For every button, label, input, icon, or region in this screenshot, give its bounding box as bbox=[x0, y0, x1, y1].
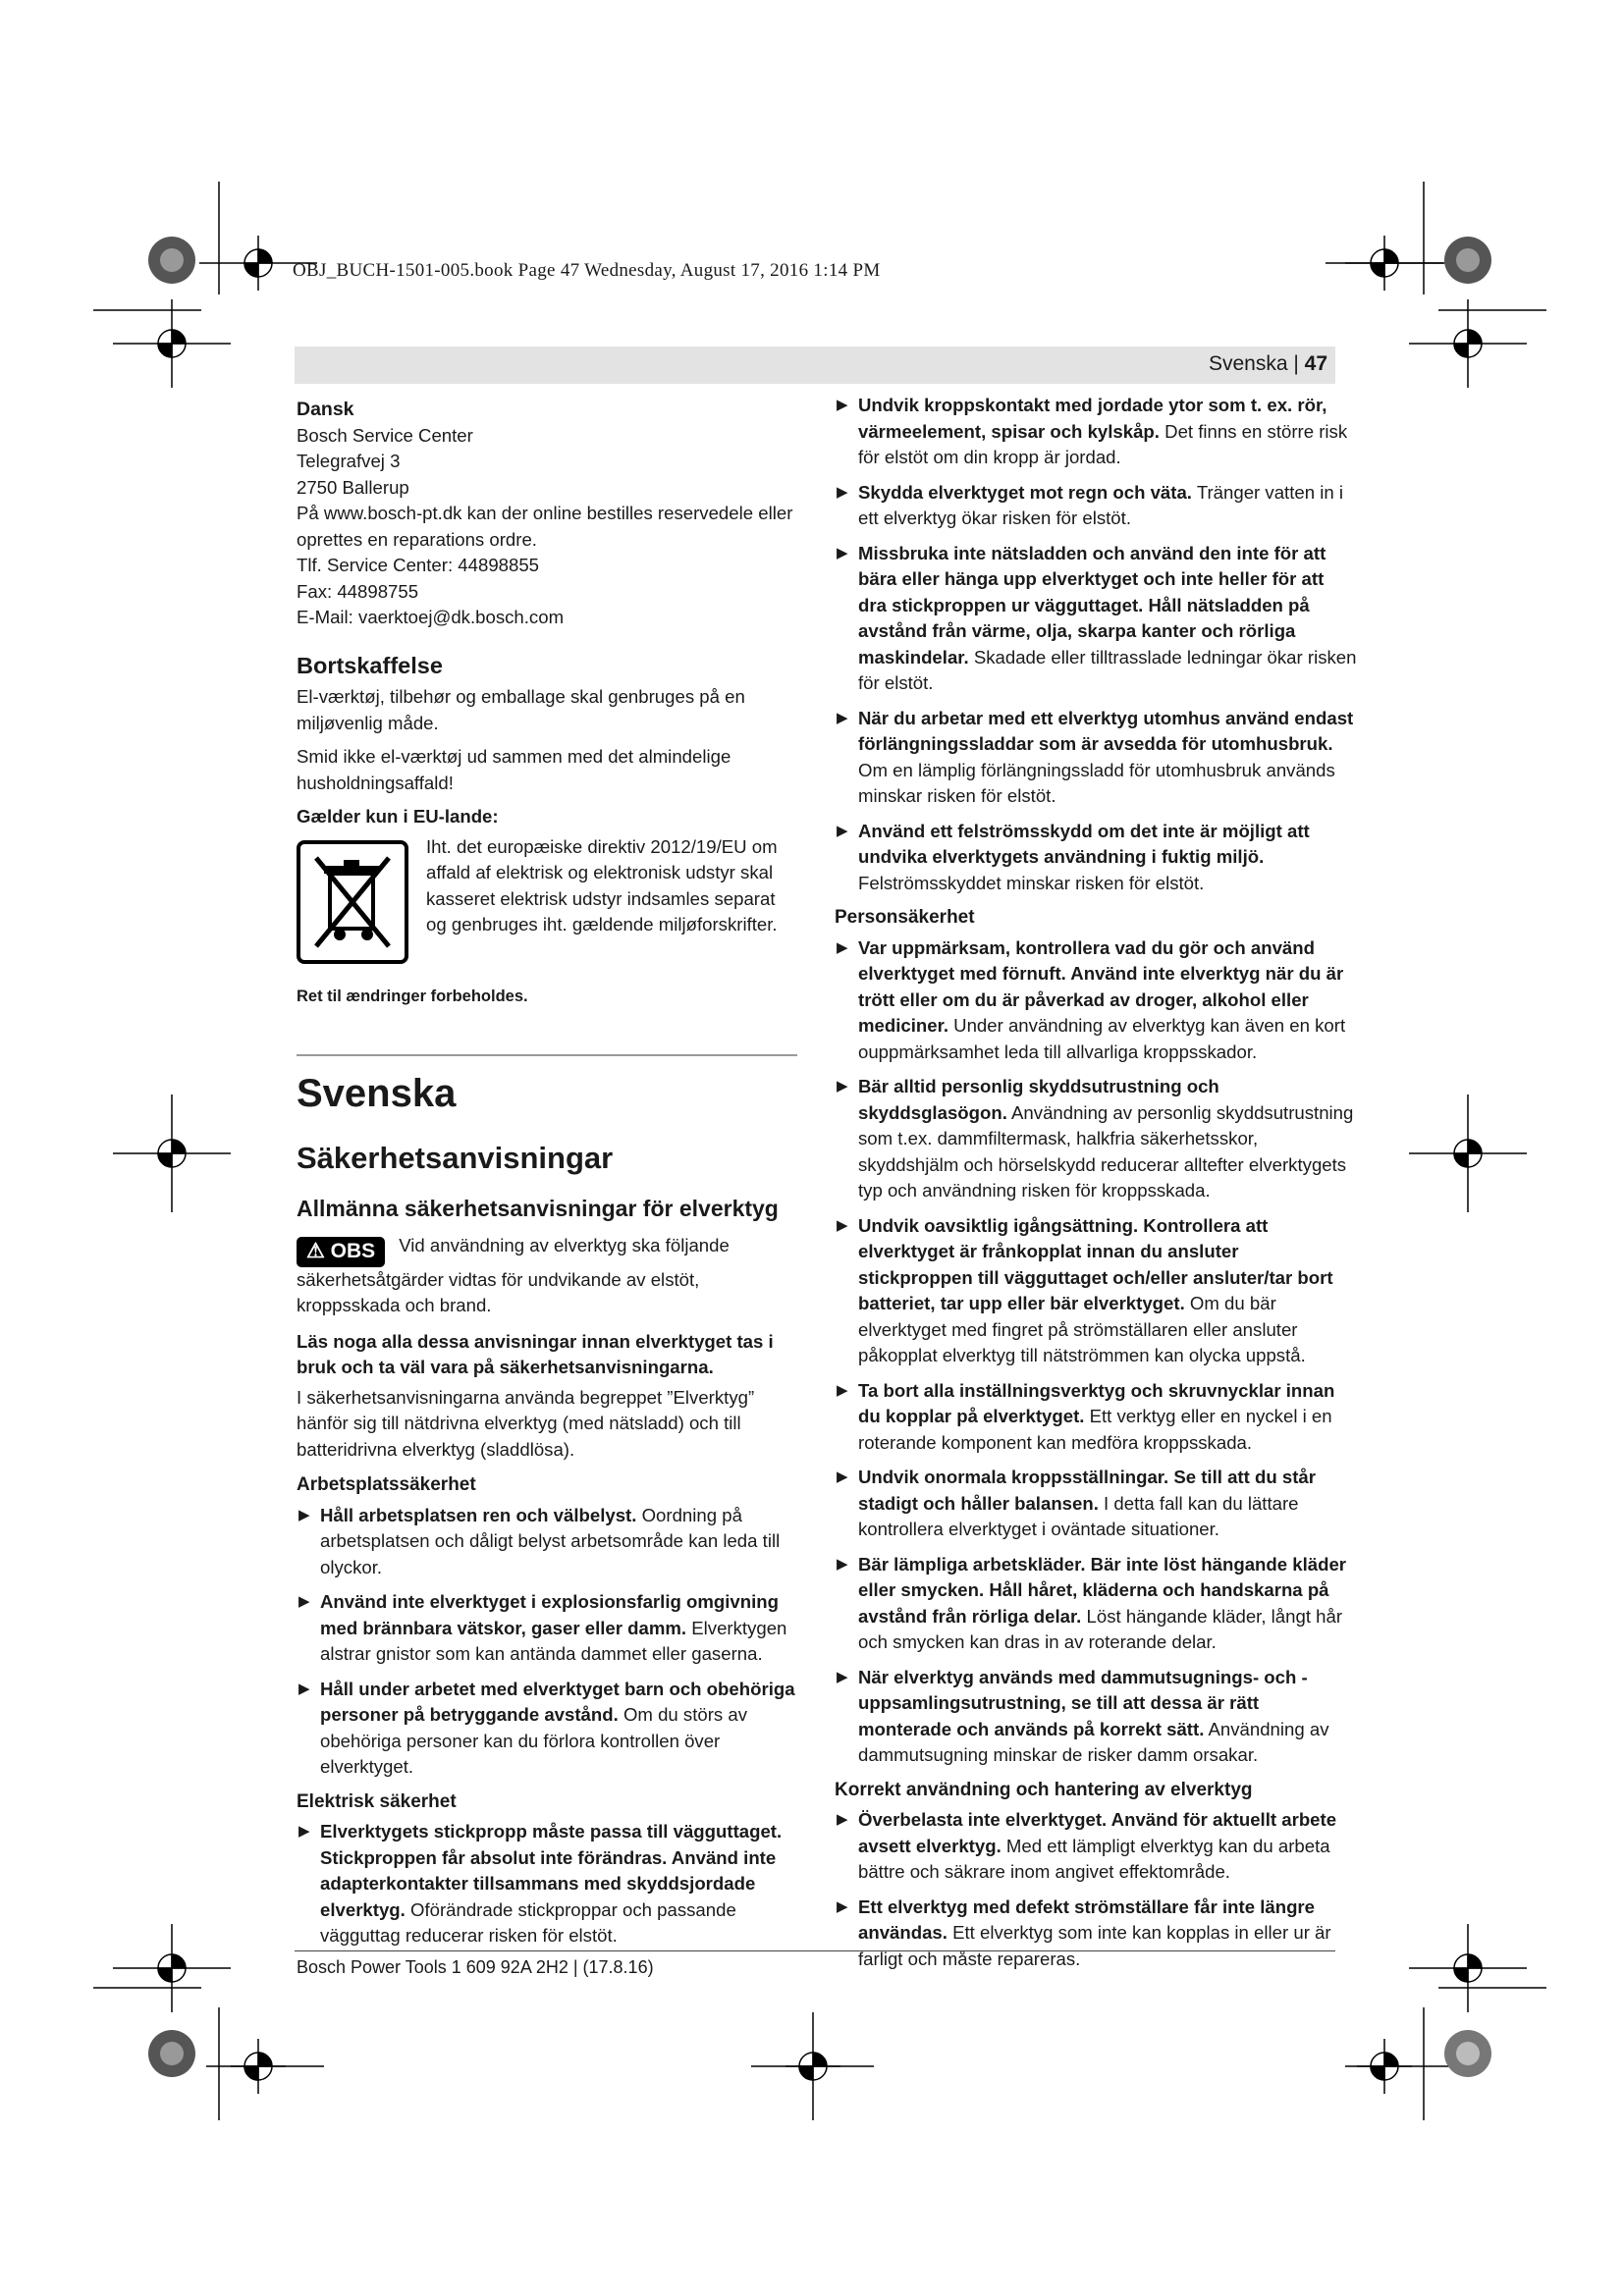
work-safety-heading: Arbetsplatssäkerhet bbox=[297, 1474, 476, 1495]
triangle-icon: ▶ bbox=[298, 1680, 310, 1697]
triangle-icon: ▶ bbox=[837, 1811, 848, 1828]
page-number: 47 bbox=[1304, 352, 1327, 375]
general-safety-title: Allmänna säkerhetsanvisningar för elverktyg bbox=[297, 1196, 779, 1221]
list-item: ▶ Ta bort alla inställningsverktyg och skruvnycklar innan du kopplar på elverktyget. Ett verktyg eller en nyckel i en roterande komponent kan medföra kroppsskada. bbox=[837, 1379, 1335, 1453]
triangle-icon: ▶ bbox=[837, 483, 848, 501]
disposal-paragraph: Smid ikke el-værktøj ud sammen med det almindelige husholdningsaffald! bbox=[297, 746, 731, 793]
address-line: Telegrafvej 3 bbox=[297, 451, 401, 471]
list-item: ▶ När du arbetar med ett elverktyg utomhus använd endast förlängningssladdar som är avsedda för utomhusbruk. Om en lämplig förlängningssladd för utomhusbruk används minskar risken för elstöt. bbox=[837, 707, 1354, 806]
dansk-heading: Dansk bbox=[297, 399, 354, 420]
obs-badge bbox=[297, 1237, 385, 1267]
triangle-icon: ▶ bbox=[837, 1555, 848, 1573]
triangle-icon: ▶ bbox=[837, 544, 848, 561]
list-item: ▶ Undvik oavsiktlig igångsättning. Kontrollera att elverktyget är frånkopplat innan du ansluter stickproppen till vägguttaget och/eller ansluter/tar bort batteriet, tar upp eller bär elverktyget. Om du bär elverktyget med fingret på strömställaren eller ansluter påkopplat elverktyg till nätströmmen kan olycka uppstå. bbox=[837, 1214, 1333, 1365]
term-definition: I säkerhetsanvisningarna använda begreppet ”Elverktyg” hänför sig till nätdrivna elverktyg (med nätsladd) och till batteridrivna elverktyg (sladdlösa). bbox=[297, 1386, 755, 1460]
triangle-icon: ▶ bbox=[298, 1823, 310, 1840]
svenska-title: Svenska bbox=[297, 1072, 457, 1115]
triangle-icon: ▶ bbox=[837, 397, 848, 413]
list-item: ▶ Håll under arbetet med elverktyget barn och obehöriga personer på betryggande avstånd. Om du störs av obehöriga personer kan du förlora kontrollen över elverktyget. bbox=[298, 1678, 795, 1777]
triangle-icon: ▶ bbox=[837, 1216, 848, 1234]
list-item: ▶ När elverktyg används med dammutsugnings- och -uppsamlingsutrustning, se till att dessa är rätt monterade och används på korrekt sätt. Användning av dammutsugning minskar de risker damm orsakar. bbox=[837, 1666, 1329, 1765]
address-line: På www.bosch-pt.dk kan der online bestilles reservedele eller oprettes en reparations ordre. bbox=[297, 503, 793, 550]
address-line: 2750 Ballerup bbox=[297, 476, 409, 498]
address-line: E-Mail: vaerktoej@dk.bosch.com bbox=[297, 607, 565, 627]
triangle-icon: ▶ bbox=[298, 1506, 310, 1523]
safety-title: Säkerhetsanvisningar bbox=[297, 1141, 614, 1175]
eu-heading: Gælder kun i EU-lande: bbox=[297, 806, 499, 827]
disposal-paragraph: El-værktøj, tilbehør og emballage skal genbruges på en miljøvenlig måde. bbox=[297, 686, 745, 733]
warning-icon: ⚠ bbox=[306, 1240, 325, 1262]
list-item: ▶ Undvik onormala kroppsställningar. Se till att du står stadigt och håller balansen. I detta fall kan du lättare kontrollera elverktyget i oväntade situationer. bbox=[837, 1467, 1316, 1539]
list-item: ▶ Bär alltid personlig skyddsutrustning och skyddsglasögon. Användning av personlig skyddsutrustning som t.ex. dammfiltermask, halkfria säkerhetsskor, skyddshjälm och hörselskydd reducerar alltefter elverktygets typ och användning risken för kroppsskada. bbox=[837, 1076, 1354, 1201]
address-line: Bosch Service Center bbox=[297, 424, 473, 446]
triangle-icon: ▶ bbox=[837, 938, 848, 956]
read-instructions: Läs noga alla dessa anvisningar innan elverktyget tas i bruk och ta väl vara på säkerhetsanvisningarna. bbox=[297, 1330, 774, 1377]
address-line: Tlf. Service Center: 44898855 bbox=[297, 555, 540, 575]
triangle-icon: ▶ bbox=[837, 709, 848, 726]
list-item: ▶ Bär lämpliga arbetskläder. Bär inte löst hängande kläder eller smycken. Håll håret, kläderna och handskarna på avstånd från rörliga delar. Löst hängande kläder, långt hår och smycken kan dras in av roterande delar. bbox=[837, 1553, 1347, 1652]
triangle-icon: ▶ bbox=[837, 1381, 848, 1399]
correct-use-heading: Korrekt användning och hantering av elverktyg bbox=[835, 1779, 1253, 1800]
header-separator: | bbox=[1287, 352, 1305, 375]
eu-directive-text: Iht. det europæiske direktiv 2012/19/EU om affald af elektrisk og elektronisk udstyr skal kasseret elektrisk udstyr indsamles separat og genbruges iht. gældende miljøforskrifter. bbox=[426, 835, 778, 934]
header-label bbox=[1209, 352, 1327, 376]
page-footer: Bosch Power Tools 1 609 92A 2H2 | (17.8.16) bbox=[297, 1957, 654, 1977]
list-item: ▶ Var uppmärksam, kontrollera vad du gör och använd elverktyget med förnuft. Använd inte elverktyg när du är trött eller om du är påverkad av droger, alkohol eller mediciner. Under användning av elverktyg kan även en kort ouppmärksamhet leda till allvarliga kroppsskador. bbox=[837, 936, 1346, 1062]
obs-paragraph bbox=[297, 1233, 797, 1319]
triangle-icon: ▶ bbox=[837, 1468, 848, 1485]
list-item: ▶ Skydda elverktyget mot regn och väta. Tränger vatten in i ett elverktyg ökar risken för elstöt. bbox=[837, 481, 1343, 528]
list-item: ▶ Undvik kroppskontakt med jordade ytor som t. ex. rör, värmeelement, spisar och kylskåp. Det finns en större risk för elstöt om din kropp är jordad. bbox=[837, 395, 1348, 467]
list-item: ▶ Elverktygets stickpropp måste passa till vägguttaget. Stickproppen får absolut inte förändras. Använd inte adapterkontakter tillsammans med skyddsjordade elverktyg. Oförändrade stickproppar och passande vägguttag reducerar risken för elstöt. bbox=[298, 1821, 783, 1946]
triangle-icon: ▶ bbox=[837, 1668, 848, 1685]
print-info: OBJ_BUCH-1501-005.book Page 47 Wednesday, August 17, 2016 1:14 PM bbox=[293, 260, 881, 281]
list-item: ▶ Överbelasta inte elverktyget. Använd för aktuellt arbete avsett elverktyg. Med ett lämpligt elverktyg kan du arbeta bättre och säkrare inom angivet effektområde. bbox=[837, 1809, 1337, 1882]
obs-label: OBS bbox=[330, 1240, 376, 1262]
list-item: ▶ Använd ett felströmsskydd om det inte är möjligt att undvika elverktygets användning i fuktig miljö. Felströmsskyddet minskar risken för elstöt. bbox=[837, 820, 1310, 893]
triangle-icon: ▶ bbox=[837, 822, 848, 839]
triangle-icon: ▶ bbox=[837, 1078, 848, 1095]
page-header bbox=[295, 347, 1335, 384]
triangle-icon: ▶ bbox=[298, 1593, 310, 1610]
address-block bbox=[297, 423, 797, 631]
list-item: ▶ Använd inte elverktyget i explosionsfarlig omgivning med brännbara vätskor, gaser eller damm. Elverktygen alstrar gnistor som kan antända dammet eller gaserna. bbox=[298, 1591, 787, 1664]
list-item: ▶ Håll arbetsplatsen ren och välbelyst. Oordning på arbetsplatsen och dåligt belyst arbetsområde kan leda till olyckor. bbox=[298, 1504, 781, 1577]
rights-note: Ret til ændringer forbeholdes. bbox=[297, 987, 528, 1005]
weee-block bbox=[297, 834, 797, 964]
electric-safety-heading: Elektrisk säkerhet bbox=[297, 1790, 457, 1812]
crossed-out-wheeled-bin-icon bbox=[297, 840, 408, 964]
right-column bbox=[835, 393, 1357, 1981]
footer-rule bbox=[295, 1950, 1335, 1951]
section-divider bbox=[297, 1054, 797, 1056]
triangle-icon: ▶ bbox=[837, 1897, 848, 1915]
header-language: Svenska bbox=[1208, 352, 1288, 375]
left-column bbox=[297, 393, 797, 1958]
list-item: ▶ Ett elverktyg med defekt strömställare får inte längre användas. Ett elverktyg som inte kan kopplas in eller ur är farligt och måste repareras. bbox=[837, 1896, 1331, 1969]
disposal-heading: Bortskaffelse bbox=[297, 652, 443, 678]
address-line: Fax: 44898755 bbox=[297, 580, 419, 602]
person-safety-heading: Personsäkerhet bbox=[835, 907, 975, 928]
list-item: ▶ Missbruka inte nätsladden och använd den inte för att bära eller hänga upp elverktyget och inte heller för att dra stickproppen ur vägguttaget. Håll nätsladden på avstånd från värme, olja, skarpa kanter och rörliga maskindelar. Skadade eller tilltrasslade ledningar ökar risken för elstöt. bbox=[837, 542, 1357, 693]
obs-text: Vid användning av elverktyg ska följande säkerhetsåtgärder vidtas för undvikande av elstöt, kroppsskada och brand. bbox=[297, 1235, 730, 1315]
